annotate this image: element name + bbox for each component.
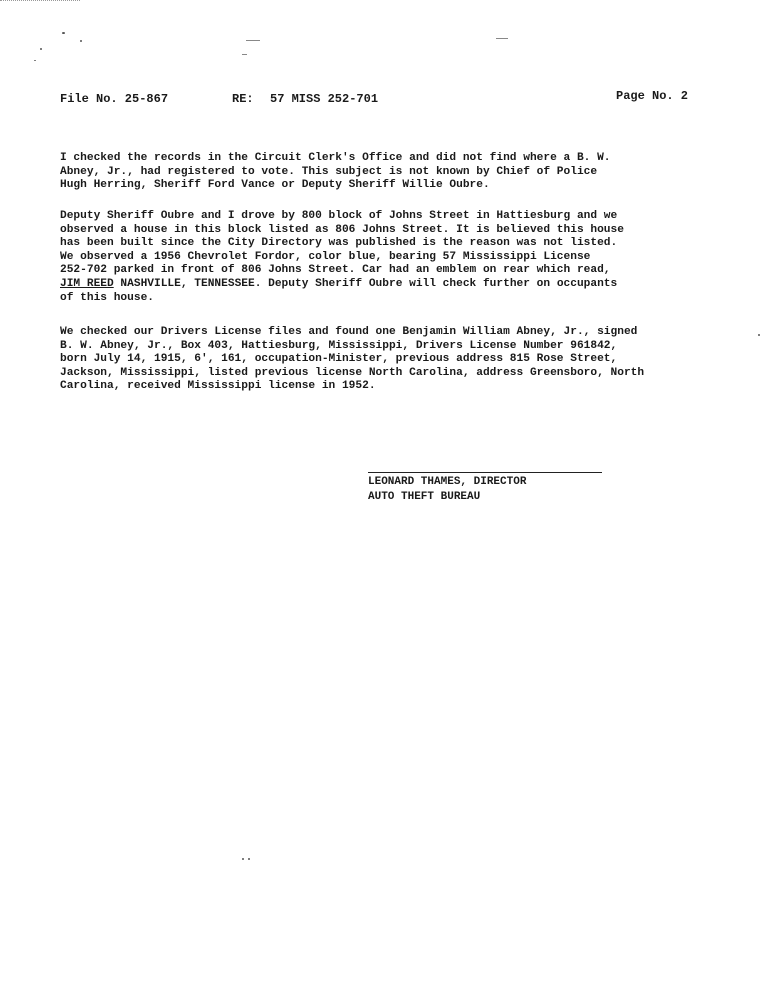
text-line: Carolina, received Mississippi license in 1952. bbox=[60, 380, 376, 393]
re-label: RE: bbox=[232, 92, 254, 106]
text-line: We observed a 1956 Chevrolet Fordor, color blue, bearing 57 Mississippi License bbox=[60, 250, 591, 263]
paragraph-johns-street bbox=[60, 210, 720, 305]
re-value: 57 MISS 252-701 bbox=[270, 92, 379, 106]
text-line: of this house. bbox=[60, 291, 154, 304]
scan-speck bbox=[758, 334, 760, 336]
scan-speck bbox=[34, 60, 36, 61]
emblem-name: JIM REED bbox=[60, 277, 114, 290]
scan-speck bbox=[80, 40, 82, 42]
scan-speck bbox=[242, 858, 244, 860]
file-number: File No. 25-867 bbox=[60, 92, 169, 106]
page-number: Page No. 2 bbox=[616, 89, 689, 103]
text-line: I checked the records in the Circuit Clerk's Office and did not find where a B. W. bbox=[60, 152, 611, 164]
text-line: 252-702 parked in front of 806 Johns Street. Car had an emblem on rear which read, bbox=[60, 264, 611, 277]
text-line: has been built since the City Directory was published is the reason was not listed. bbox=[60, 237, 618, 250]
paragraph-drivers-license bbox=[60, 326, 720, 394]
signature-name: LEONARD THAMES, DIRECTOR bbox=[368, 476, 527, 488]
text-line: born July 14, 1915, 6', 161, occupation-Minister, previous address 815 Rose Street, bbox=[60, 353, 618, 366]
scan-speck bbox=[62, 32, 65, 34]
top-edge-mark bbox=[0, 0, 80, 2]
text-line: We checked our Drivers License files and found one Benjamin William Abney, Jr., signed bbox=[60, 326, 638, 338]
text-line: Jackson, Mississippi, listed previous license North Carolina, address Greensboro, North bbox=[60, 366, 645, 379]
scan-speck bbox=[248, 858, 250, 860]
signature-title: AUTO THEFT BUREAU bbox=[368, 491, 481, 503]
emblem-rest: NASHVILLE, TENNESSEE. Deputy Sheriff Oubre will check further on occupants bbox=[113, 277, 618, 290]
text-line: Hugh Herring, Sheriff Ford Vance or Deputy Sheriff Willie Oubre. bbox=[60, 179, 490, 192]
text-line-emblem bbox=[60, 278, 720, 292]
text-line: Deputy Sheriff Oubre and I drove by 800 block of Johns Street in Hattiesburg and we bbox=[60, 210, 618, 222]
paragraph-circuit-clerk bbox=[60, 152, 720, 193]
scan-smudge bbox=[496, 38, 508, 39]
text-line: B. W. Abney, Jr., Box 403, Hattiesburg, Mississippi, Drivers License Number 961842, bbox=[60, 339, 618, 352]
scan-speck bbox=[40, 48, 42, 50]
scan-smudge bbox=[242, 54, 247, 55]
text-line: Abney, Jr., had registered to vote. This subject is not known by Chief of Police bbox=[60, 165, 598, 178]
signature-line bbox=[368, 472, 602, 473]
text-line: observed a house in this block listed as 806 Johns Street. It is believed this house bbox=[60, 223, 624, 236]
scan-smudge bbox=[246, 40, 260, 41]
